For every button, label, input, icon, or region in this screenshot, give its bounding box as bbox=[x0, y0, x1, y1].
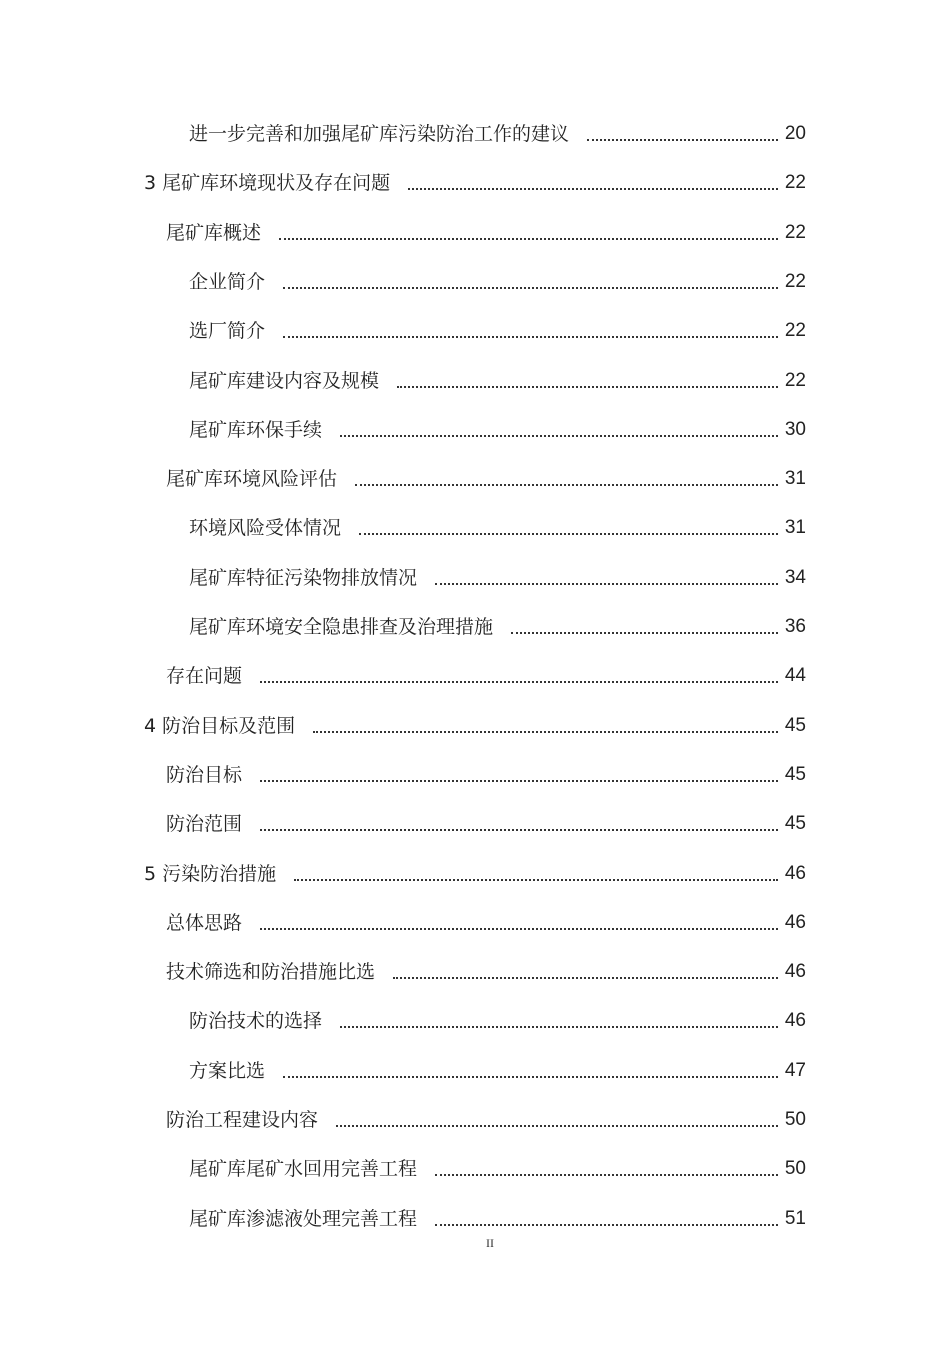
toc-entry[interactable] bbox=[189, 313, 806, 343]
toc-dot-leader bbox=[340, 1025, 778, 1028]
toc-entry-title: 尾矿库环境风险评估 bbox=[166, 468, 338, 491]
toc-dot-leader bbox=[359, 532, 778, 535]
toc-entry[interactable] bbox=[189, 560, 806, 590]
toc-entry-title: 尾矿库概述 bbox=[166, 221, 262, 244]
toc-dot-leader bbox=[260, 680, 778, 683]
toc-entry[interactable] bbox=[144, 856, 806, 886]
toc-dot-leader bbox=[340, 434, 778, 437]
toc-entry-title: 防治范围 bbox=[166, 813, 243, 836]
toc-dot-leader bbox=[313, 730, 778, 733]
toc-entry-title: 方案比选 bbox=[189, 1059, 266, 1082]
toc-entry-page: 45 bbox=[784, 714, 806, 736]
toc-dot-leader bbox=[260, 779, 778, 782]
toc-entry[interactable] bbox=[189, 1053, 806, 1083]
toc-dot-leader bbox=[279, 237, 778, 240]
toc-dot-leader bbox=[294, 878, 778, 881]
toc-entry-page: 47 bbox=[784, 1059, 806, 1081]
toc-entry[interactable] bbox=[166, 757, 806, 787]
toc-entry[interactable] bbox=[189, 363, 806, 393]
toc-entry-title: 总体思路 bbox=[166, 911, 243, 934]
toc-dot-leader bbox=[587, 138, 778, 141]
toc-entry[interactable] bbox=[189, 609, 806, 639]
toc-entry[interactable] bbox=[166, 658, 806, 688]
toc-entry-title: 进一步完善和加强尾矿库污染防治工作的建议 bbox=[189, 123, 570, 145]
toc-dot-leader bbox=[393, 976, 778, 979]
toc-entry-title: 尾矿库尾矿水回用完善工程 bbox=[189, 1158, 418, 1181]
toc-entry-page: 46 bbox=[784, 961, 806, 983]
toc-entry-page: 45 bbox=[784, 763, 806, 785]
toc-dot-leader bbox=[435, 582, 778, 585]
toc-entry[interactable] bbox=[166, 806, 806, 836]
toc-entry-title: 5 污染防治措施 bbox=[144, 862, 277, 885]
toc-entry[interactable] bbox=[189, 412, 806, 442]
toc-dot-leader bbox=[511, 631, 778, 634]
toc-entry[interactable] bbox=[189, 1003, 806, 1033]
toc-dot-leader bbox=[435, 1173, 778, 1176]
toc-dot-leader bbox=[283, 335, 778, 338]
toc-entry-page: 20 bbox=[784, 123, 806, 144]
toc-entry-title: 技术筛选和防治措施比选 bbox=[166, 961, 376, 984]
toc-dot-leader bbox=[260, 828, 778, 831]
toc-entry-page: 22 bbox=[784, 320, 806, 342]
toc-entry-page: 22 bbox=[784, 369, 806, 391]
toc-entry[interactable] bbox=[189, 116, 806, 146]
toc-entry-title: 选厂简介 bbox=[189, 320, 266, 343]
toc-entry-page: 50 bbox=[784, 1109, 806, 1130]
toc-entry-title: 防治目标 bbox=[166, 763, 243, 786]
toc-entry[interactable] bbox=[189, 1151, 806, 1181]
toc-entry-page: 51 bbox=[784, 1207, 806, 1229]
toc-dot-leader bbox=[283, 286, 778, 289]
toc-entry-title: 3 尾矿库环境现状及存在问题 bbox=[144, 172, 391, 195]
toc-entry-page: 36 bbox=[784, 616, 806, 637]
toc-entry-title: 4 防治目标及范围 bbox=[144, 714, 296, 737]
toc-entry-page: 31 bbox=[784, 468, 806, 490]
toc-entry-page: 46 bbox=[784, 1010, 806, 1032]
toc-entry-page: 44 bbox=[784, 665, 806, 687]
toc-entry-page: 22 bbox=[784, 270, 806, 292]
toc-entry-title: 尾矿库环境安全隐患排查及治理措施 bbox=[189, 616, 494, 638]
toc-dot-leader bbox=[355, 483, 778, 486]
toc-entry-page: 30 bbox=[784, 418, 806, 440]
toc-entry[interactable] bbox=[166, 954, 806, 984]
toc-entry-title: 环境风险受体情况 bbox=[189, 517, 342, 540]
toc-entry-title: 存在问题 bbox=[166, 665, 243, 688]
toc-dot-leader bbox=[283, 1075, 778, 1078]
toc-dot-leader bbox=[260, 927, 778, 930]
toc-entry[interactable] bbox=[166, 461, 806, 491]
toc-entry-page: 22 bbox=[784, 172, 806, 194]
toc-entry-page: 50 bbox=[784, 1158, 806, 1180]
toc-entry-page: 46 bbox=[784, 862, 806, 884]
toc-entry[interactable] bbox=[144, 165, 806, 195]
toc-entry-title: 防治技术的选择 bbox=[189, 1010, 323, 1033]
toc-entry-page: 22 bbox=[784, 221, 806, 243]
toc-dot-leader bbox=[435, 1223, 778, 1226]
toc-entry-page: 45 bbox=[784, 813, 806, 835]
toc-entry[interactable] bbox=[144, 708, 806, 738]
toc-entry-title: 尾矿库渗滤液处理完善工程 bbox=[189, 1207, 418, 1230]
toc-entry-page: 34 bbox=[784, 566, 806, 588]
toc-entry-title: 尾矿库环保手续 bbox=[189, 418, 323, 441]
toc-entry[interactable] bbox=[189, 510, 806, 540]
toc-entry-page: 31 bbox=[784, 517, 806, 539]
toc-entry-title: 尾矿库建设内容及规模 bbox=[189, 369, 380, 392]
toc-entry[interactable] bbox=[166, 1102, 806, 1132]
toc-entry-title: 防治工程建设内容 bbox=[166, 1109, 319, 1131]
toc-entry-title: 尾矿库特征污染物排放情况 bbox=[189, 566, 418, 589]
toc-dot-leader bbox=[336, 1124, 778, 1127]
toc-entry-page: 46 bbox=[784, 911, 806, 933]
toc-entry[interactable] bbox=[166, 215, 806, 245]
toc-entry[interactable] bbox=[166, 905, 806, 935]
toc-entry[interactable] bbox=[189, 264, 806, 294]
toc-dot-leader bbox=[397, 385, 778, 388]
toc-dot-leader bbox=[408, 187, 778, 190]
page-number: II bbox=[486, 1236, 494, 1250]
toc-entry-title: 企业简介 bbox=[189, 270, 266, 293]
toc-entry[interactable] bbox=[189, 1201, 806, 1231]
